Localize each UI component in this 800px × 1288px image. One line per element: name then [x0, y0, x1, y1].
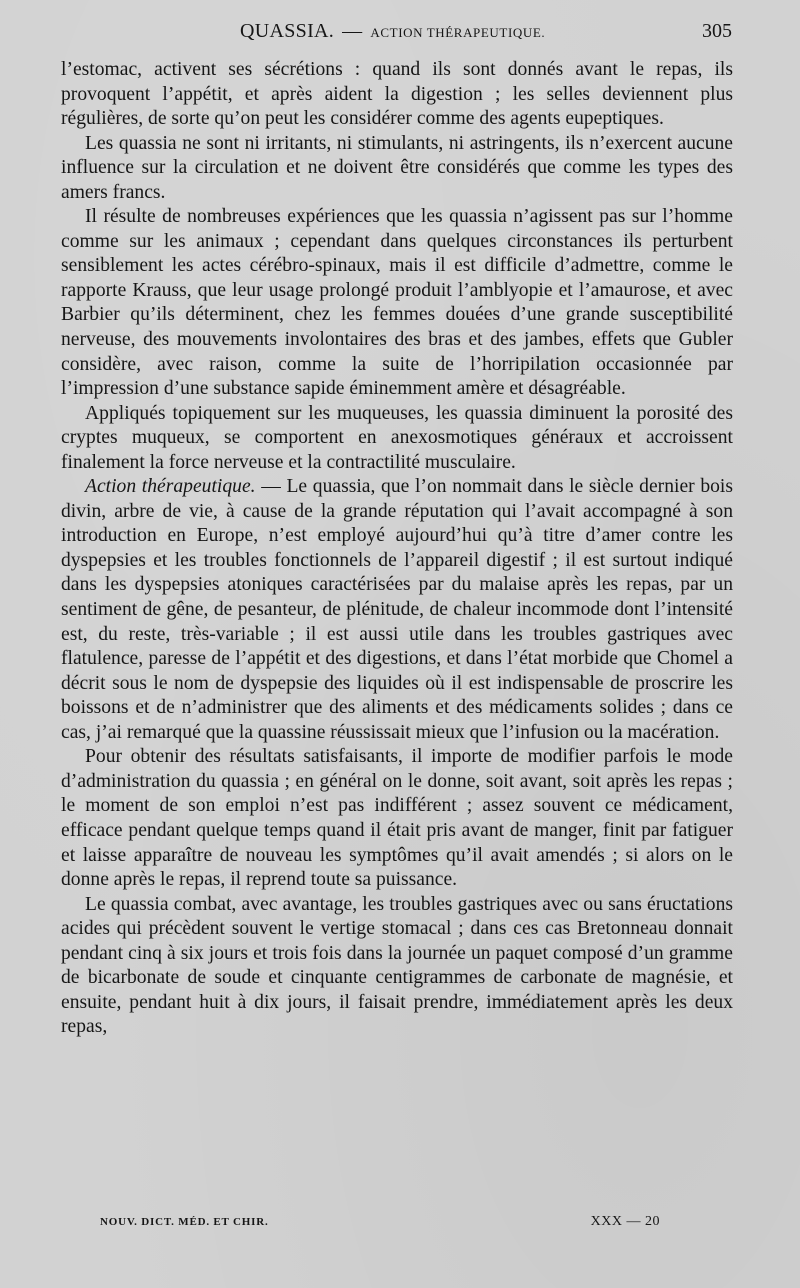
footer-signature: NOUV. DICT. MÉD. ET CHIR. [100, 1216, 269, 1228]
paragraph-1: l’estomac, activent ses sécrétions : quand ils sont donnés avant le repas, ils provoquent l’appétit, et après aident la digestion ; les selles deviennent plus régulières, de sorte qu’on peut les considérer comme des agents eupeptiques. [61, 59, 733, 130]
footer-sheet-mark: XXX — 20 [590, 1214, 660, 1229]
section-heading: Action thérapeutique. [85, 476, 256, 498]
header-title [240, 20, 545, 43]
paragraph-3: Il résulte de nombreuses expériences que les quassia n’agissent pas sur l’homme comme sur les animaux ; cependant dans quelques circonstances ils perturbent sensiblement les actes cérébro-spinaux, mais il est difficile d’admettre, comme le rapporte Krauss, que leur usage prolongé produit l’amblyopie et l’amaurose, et avec Barbier qu’ils déterminent, chez les femmes douées d’une grande susceptibilité nerveuse, des mouvements involontaires des bras et des jambes, effets que Gubler considère, avec raison, comme la suite de l’horripilation occasionnée par l’impression d’une substance sapide éminemment amère et désagréable. [61, 206, 733, 400]
paragraph-2: Les quassia ne sont ni irritants, ni stimulants, ni astringents, ils n’exercent aucune influence sur la circulation et ne doivent être considérés que comme les types des amers francs. [61, 132, 733, 203]
paragraph-7: Le quassia combat, avec avantage, les troubles gastriques avec ou sans éructations acides qui précèdent souvent le vertige stomacal ; dans ces cas Bretonneau donnait pendant cinq à six jours et trois fois dans la journée un paquet composé d’un gramme de bicarbonate de soude et cinquante centigrammes de carbonate de magnésie, et ensuite, pendant huit à dix jours, il faisait prendre, immédiatement après les deux repas, [61, 893, 733, 1038]
page-number: 305 [702, 20, 732, 42]
paragraph-4: Appliqués topiquement sur les muqueuses, les quassia diminuent la porosité des cryptes muqueux, se comportent en anexosmotiques généraux et accroissent finalement la force nerveuse et la contractilité musculaire. [61, 402, 733, 473]
header-subtitle: ACTION THÉRAPEUTIQUE. [370, 25, 546, 40]
header-dash: — [342, 20, 363, 42]
running-header [60, 20, 732, 50]
paragraph-5-text: — Le quassia, que l’on nommait dans le siècle dernier bois divin, arbre de vie, à cause de la grande réputation qui l’avait accompagné à son introduction en Europe, n’est employé aujourd’hui qu’à titre d’amer contre les dyspepsies et les troubles fonctionnels de l’appareil digestif ; il est surtout indiqué dans les dyspepsies atoniques caractérisées par du malaise après les repas, par un sentiment de gêne, de pesanteur, de plénitude, de chaleur incommode dont l’intensité est, du reste, très-variable ; il est aussi utile dans les troubles gastriques avec flatulence, paresse de l’appétit et des digestions, et dans l’état morbide que Chomel a décrit sous le nom de dyspepsie des liquides où il est indispensable de proscrire les boissons et de n’administrer que des aliments et des médicaments solides ; dans ce cas, j’ai remarqué que la quassine réussissait mieux que l’infusion ou la macération. [61, 476, 733, 743]
paragraph-5 [61, 475, 733, 745]
header-main-title: QUASSIA. [240, 20, 335, 42]
paragraph-6: Pour obtenir des résultats satisfaisants, il importe de modifier parfois le mode d’administration du quassia ; en général on le donne, soit avant, soit après les repas ; le moment de son emploi n’est pas indifférent ; assez souvent ce médicament, efficace pendant quelque temps quand il était pris avant de manger, finit par fatiguer et laisse apparaître de nouveau les symptômes qu’il avait amendés ; si alors on le donne après le repas, il reprend toute sa puissance. [61, 746, 733, 891]
page-footer [100, 1216, 660, 1240]
body-text [61, 58, 733, 1040]
